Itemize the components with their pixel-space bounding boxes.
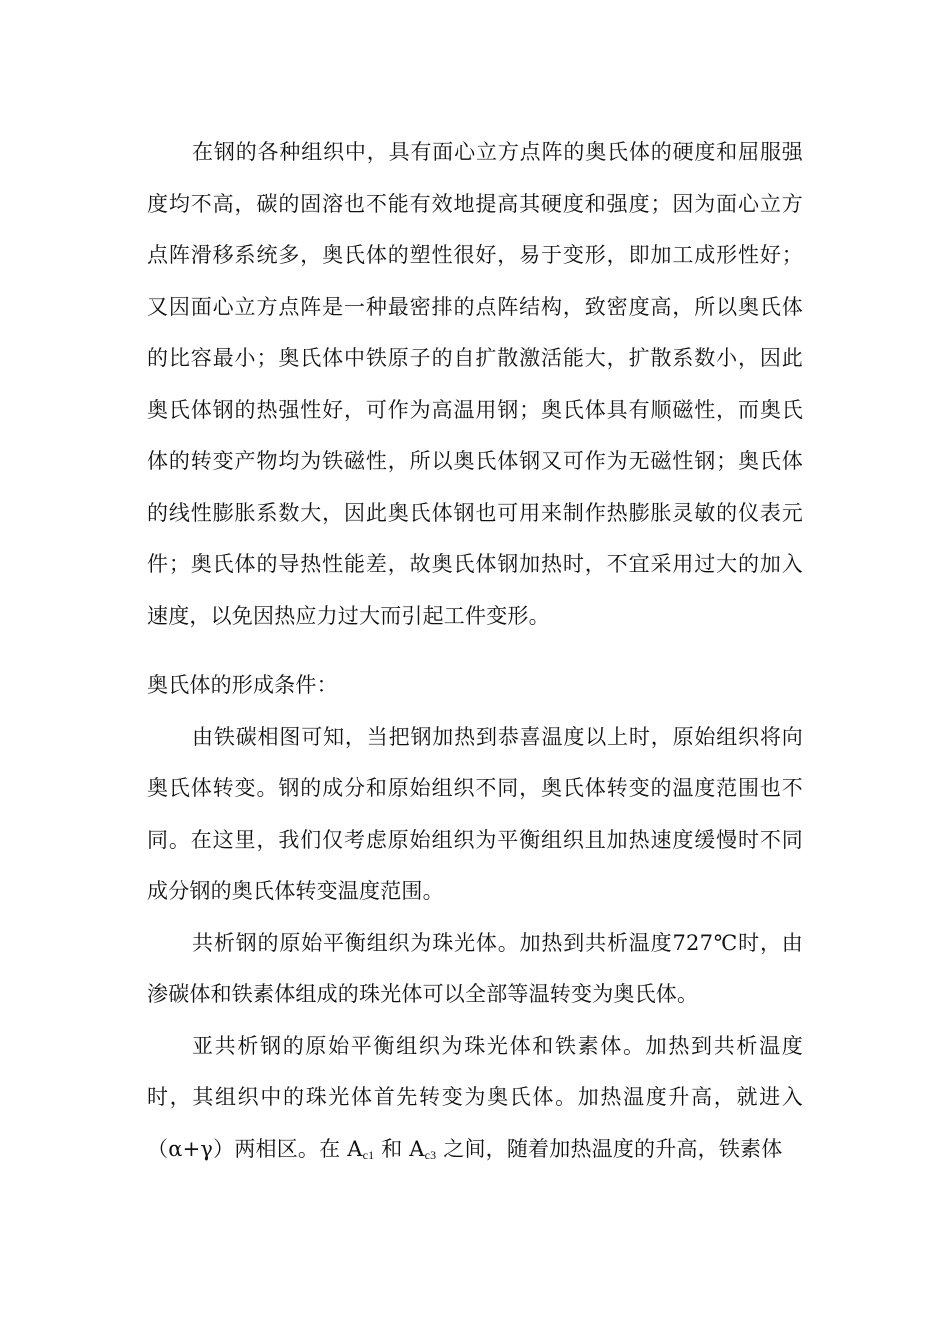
paragraph-hypoeutectoid-text-1: 亚共析钢的原始平衡组织为珠光体和铁素体。加热到共析温度时，其组织中的珠光体首先转变为奥氏体。加热温度升高，就进入（α+γ）两相区。在 A — [147, 1033, 803, 1161]
subscript-ac3: c3 — [424, 1147, 437, 1162]
paragraph-hypoeutectoid-text-3: 之间，随着加热温度的升高，铁素体 — [436, 1136, 783, 1161]
paragraph-eutectoid-steel: 共析钢的原始平衡组织为珠光体。加热到共析温度727℃时，由渗碳体和铁素体组成的珠光体可以全部等温转变为奥氏体。 — [147, 930, 803, 1006]
section-heading-formation-conditions: 奥氏体的形成条件： — [147, 673, 338, 697]
paragraph-hypoeutectoid-text-2: 和 A — [374, 1136, 425, 1161]
paragraph-austenite-properties: 在钢的各种组织中，具有面心立方点阵的奥氏体的硬度和屈服强度均不高，碳的固溶也不能有效地提高其硬度和强度；因为面心立方点阵滑移系统多，奥氏体的塑性很好，易于变形，即加工成形性好；又因面心立方点阵是一种最密排的点阵结构，致密度高，所以奥氏体的比容最小；奥氏体中铁原子的自扩散激活能大，扩散系数小，因此奥氏体钢的热强性好，可作为高温用钢；奥氏体具有顺磁性，而奥氏体的转变产物均为铁磁性，所以奥氏体钢又可作为无磁性钢；奥氏体的线性膨胀系数大，因此奥氏体钢也可用来制作热膨胀灵敏的仪表元件；奥氏体的导热性能差，故奥氏体钢加热时，不宜采用过大的加入速度，以免因热应力过大而引起工件变形。 — [147, 140, 803, 628]
paragraph-hypoeutectoid-steel — [147, 1021, 803, 1176]
document-body — [147, 127, 803, 1175]
paragraph-iron-carbon-diagram: 由铁碳相图可知，当把钢加热到恭喜温度以上时，原始组织将向奥氏体转变。钢的成分和原始组织不同，奥氏体转变的温度范围也不同。在这里，我们仅考虑原始组织为平衡组织且加热速度缓慢时不同成分钢的奥氏体转变温度范围。 — [147, 724, 803, 903]
subscript-ac1: c1 — [362, 1147, 375, 1162]
